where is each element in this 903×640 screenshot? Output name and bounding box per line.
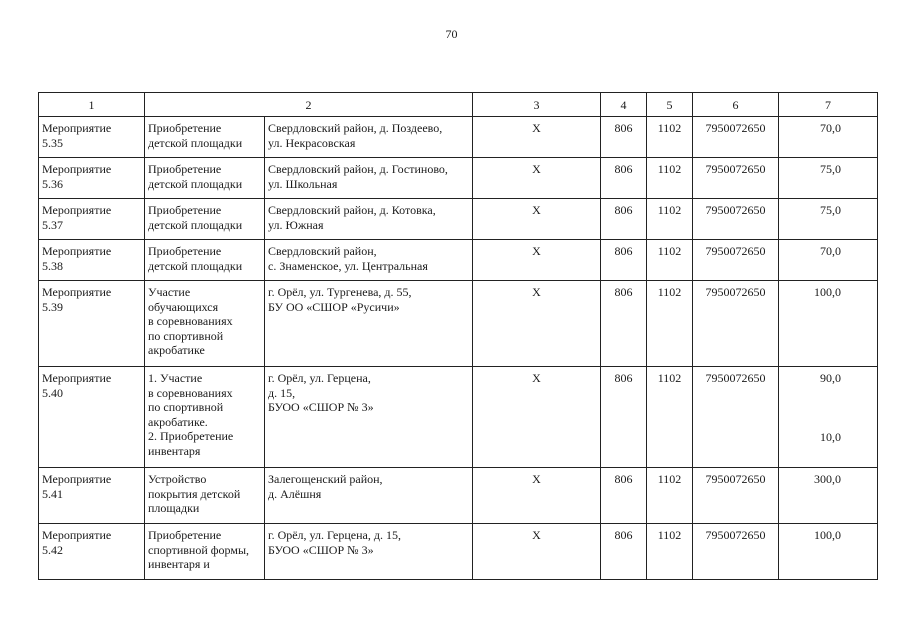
amount-cell: 70,0: [779, 240, 878, 281]
col5-cell: 1102: [647, 367, 693, 468]
col3-cell: Х: [473, 468, 601, 524]
event-cell: Мероприятие 5.38: [39, 240, 145, 281]
name-cell: Приобретение спортивной формы, инвентаря и: [145, 524, 265, 580]
name-cell: Устройство покрытия детской площадки: [145, 468, 265, 524]
col3-cell: Х: [473, 281, 601, 367]
col5-cell: 1102: [647, 240, 693, 281]
col5-cell: 1102: [647, 117, 693, 158]
table-row: [39, 199, 878, 240]
header-cell: 4: [601, 93, 647, 117]
amount-cell: 100,0: [779, 524, 878, 580]
header-cell: 7: [779, 93, 878, 117]
col6-cell: 7950072650: [693, 367, 779, 468]
table-row: [39, 240, 878, 281]
col5-cell: 1102: [647, 158, 693, 199]
address-cell: Свердловский район, д. Поздеево, ул. Некрасовская: [265, 117, 473, 158]
col3-cell: Х: [473, 199, 601, 240]
col6-cell: 7950072650: [693, 524, 779, 580]
address-cell: г. Орёл, ул. Тургенева, д. 55, БУ ОО «СШОР «Русичи»: [265, 281, 473, 367]
event-cell: Мероприятие 5.40: [39, 367, 145, 468]
col3-cell: Х: [473, 240, 601, 281]
amount-cell: 70,0: [779, 117, 878, 158]
amount-cell: 75,0: [779, 199, 878, 240]
col6-cell: 7950072650: [693, 158, 779, 199]
amount-cell: 100,0: [779, 281, 878, 367]
event-cell: Мероприятие 5.41: [39, 468, 145, 524]
name-cell: Приобретение детской площадки: [145, 117, 265, 158]
amount-cell: 75,0: [779, 158, 878, 199]
table-row: [39, 524, 878, 580]
table-row: [39, 158, 878, 199]
col4-cell: 806: [601, 199, 647, 240]
address-cell: Свердловский район, д. Гостиново, ул. Школьная: [265, 158, 473, 199]
col6-cell: 7950072650: [693, 281, 779, 367]
table-row: [39, 281, 878, 367]
name-cell: Приобретение детской площадки: [145, 199, 265, 240]
col6-cell: 7950072650: [693, 240, 779, 281]
col3-cell: Х: [473, 117, 601, 158]
table-row: [39, 117, 878, 158]
col4-cell: 806: [601, 468, 647, 524]
amount-value: 90,0: [820, 371, 841, 385]
col4-cell: 806: [601, 524, 647, 580]
address-cell: Свердловский район, с. Знаменское, ул. Центральная: [265, 240, 473, 281]
col4-cell: 806: [601, 117, 647, 158]
address-cell: Свердловский район, д. Котовка, ул. Южная: [265, 199, 473, 240]
col4-cell: 806: [601, 158, 647, 199]
col3-cell: Х: [473, 367, 601, 468]
event-cell: Мероприятие 5.35: [39, 117, 145, 158]
col4-cell: 806: [601, 281, 647, 367]
col6-cell: 7950072650: [693, 199, 779, 240]
col5-cell: 1102: [647, 281, 693, 367]
col6-cell: 7950072650: [693, 468, 779, 524]
amount-cell: [779, 367, 878, 468]
header-cell: 2: [145, 93, 473, 117]
header-cell: 3: [473, 93, 601, 117]
col5-cell: 1102: [647, 468, 693, 524]
table-row: [39, 367, 878, 468]
name-cell: Приобретение детской площадки: [145, 240, 265, 281]
header-row: [39, 93, 878, 117]
amount-cell: 300,0: [779, 468, 878, 524]
amount-value-second: 10,0: [820, 429, 841, 444]
address-cell: г. Орёл, ул. Герцена, д. 15, БУОО «СШОР № 3»: [265, 367, 473, 468]
event-cell: Мероприятие 5.42: [39, 524, 145, 580]
name-cell: Приобретение детской площадки: [145, 158, 265, 199]
name-cell: 1. Участие в соревнованиях по спортивной акробатике. 2. Приобретение инвентаря: [145, 367, 265, 468]
header-cell: 1: [39, 93, 145, 117]
col4-cell: 806: [601, 367, 647, 468]
col3-cell: Х: [473, 158, 601, 199]
address-cell: г. Орёл, ул. Герцена, д. 15, БУОО «СШОР № 3»: [265, 524, 473, 580]
name-cell: Участие обучающихся в соревнованиях по спортивной акробатике: [145, 281, 265, 367]
col4-cell: 806: [601, 240, 647, 281]
col3-cell: Х: [473, 524, 601, 580]
event-cell: Мероприятие 5.37: [39, 199, 145, 240]
col5-cell: 1102: [647, 199, 693, 240]
event-cell: Мероприятие 5.39: [39, 281, 145, 367]
address-cell: Залегощенский район, д. Алёшня: [265, 468, 473, 524]
col5-cell: 1102: [647, 524, 693, 580]
header-cell: 5: [647, 93, 693, 117]
table-row: [39, 468, 878, 524]
budget-table: [38, 92, 878, 580]
event-cell: Мероприятие 5.36: [39, 158, 145, 199]
col6-cell: 7950072650: [693, 117, 779, 158]
header-cell: 6: [693, 93, 779, 117]
page-number: 70: [445, 27, 458, 41]
